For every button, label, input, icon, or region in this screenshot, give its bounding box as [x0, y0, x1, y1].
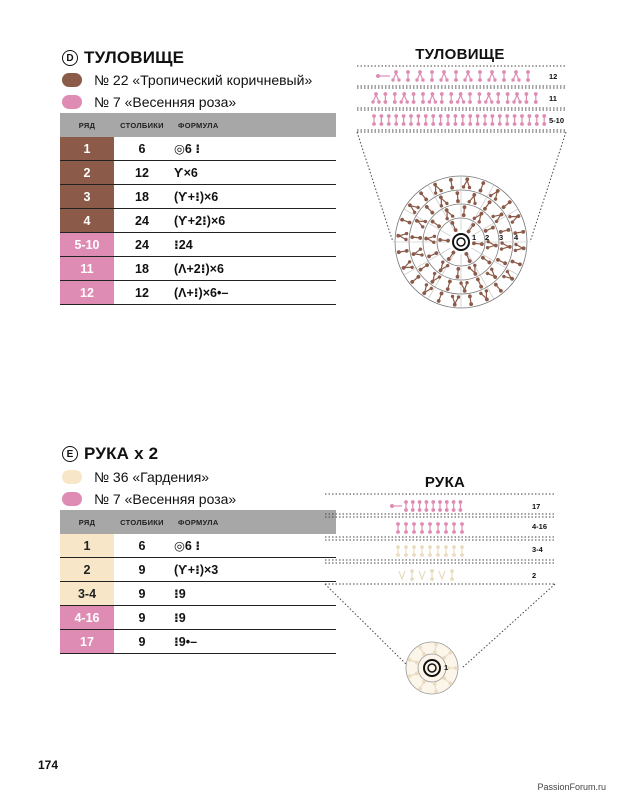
stitch-mark	[430, 577, 434, 581]
stitch-mark	[431, 508, 435, 512]
yarn-label: № 36 «Гардения»	[94, 469, 210, 485]
stitch-mark	[439, 571, 445, 579]
header-formula: ФОРМУЛА	[170, 113, 336, 137]
torso-diagram-title: ТУЛОВИЩЕ	[415, 46, 505, 63]
arm-title: РУКА х 2	[84, 444, 159, 463]
stitch-mark	[425, 508, 429, 512]
stitch-mark	[396, 522, 400, 526]
round-label: 11	[549, 94, 557, 103]
stitch-mark	[399, 571, 405, 579]
stitch-mark	[428, 530, 432, 534]
stitch-mark	[445, 508, 449, 512]
torso-title: ТУЛОВИЩЕ	[84, 48, 185, 67]
stitch-mark	[411, 508, 415, 512]
stitch-mark	[452, 545, 456, 549]
stitch-mark	[454, 666, 458, 670]
stitch-mark	[459, 508, 463, 512]
arm-diagram-title: РУКА	[424, 474, 466, 491]
stitch-mark	[390, 504, 394, 508]
row-number: 17	[60, 630, 114, 654]
formula: ⁝9	[170, 582, 336, 606]
stitch-count: 12	[114, 281, 170, 305]
stitch-mark	[452, 500, 456, 504]
stitch-mark	[428, 553, 432, 557]
row-number: 1	[60, 534, 114, 558]
row-number: 12	[60, 281, 114, 305]
stitch-mark	[420, 553, 424, 557]
stitch-count: 9	[114, 606, 170, 630]
stitch-mark	[460, 545, 464, 549]
formula: (Ƴ+2⁝)×6	[170, 209, 336, 233]
stitch-mark	[404, 508, 408, 512]
stitch-count: 24	[114, 209, 170, 233]
stitch-count: 12	[114, 161, 170, 185]
formula: Ƴ×6	[170, 161, 336, 185]
formula: (Ƴ+⁝)×3	[170, 558, 336, 582]
stitch-mark	[460, 530, 464, 534]
stitch-mark	[445, 500, 449, 504]
stitch-mark	[410, 569, 414, 573]
formula: ⁝9•–	[170, 630, 336, 654]
center-label: 1	[444, 663, 449, 672]
stitch-mark	[452, 508, 456, 512]
stitch-mark	[412, 545, 416, 549]
stitch-mark	[425, 500, 429, 504]
row-number: 1	[60, 137, 114, 161]
stitch-mark	[404, 522, 408, 526]
stitch-mark	[452, 530, 456, 534]
stitch-count: 9	[114, 630, 170, 654]
row-number: 3-4	[60, 582, 114, 606]
formula: ◎6 ⁝	[170, 534, 336, 558]
center-label: 3	[499, 233, 504, 242]
stitch-mark	[418, 508, 422, 512]
stitch-count: 6	[114, 534, 170, 558]
page-number: 174	[38, 758, 59, 772]
stitch-mark	[450, 569, 454, 573]
round-label: 5-10	[549, 116, 565, 125]
center-label: 1	[472, 233, 477, 242]
round-label: 2	[532, 571, 537, 580]
stitch-mark	[460, 553, 464, 557]
stitch-mark	[438, 500, 442, 504]
stitch-mark	[452, 553, 456, 557]
stitch-count: 18	[114, 185, 170, 209]
stitch-mark	[410, 577, 414, 581]
stitch-mark	[428, 522, 432, 526]
row-number: 5-10	[60, 233, 114, 257]
yarn-label: № 7 «Весенняя роза»	[94, 94, 237, 110]
formula: (Ʌ+⁝)×6•–	[170, 281, 336, 305]
round-label: 3-4	[532, 545, 543, 554]
stitch-mark	[420, 522, 424, 526]
header-row: РЯД	[60, 510, 114, 534]
stitch-mark	[436, 545, 440, 549]
stitch-mark	[460, 522, 464, 526]
row-number: 2	[60, 161, 114, 185]
stitch-count: 9	[114, 582, 170, 606]
section-badge-e: E	[62, 446, 78, 462]
stitch-mark	[436, 530, 440, 534]
stitch-mark	[396, 545, 400, 549]
stitch-mark	[418, 500, 422, 504]
formula: ⁝24	[170, 233, 336, 257]
stitch-mark	[404, 545, 408, 549]
stitch-mark	[420, 545, 424, 549]
stitch-mark	[450, 577, 454, 581]
center-label: 4	[514, 233, 519, 242]
yarn-label: № 7 «Весенняя роза»	[94, 491, 237, 507]
stitch-mark	[396, 530, 400, 534]
formula: (Ʌ+2⁝)×6	[170, 257, 336, 281]
row-number: 2	[60, 558, 114, 582]
header-stitches: СТОЛБИКИ	[114, 510, 170, 534]
header-formula: ФОРМУЛА	[170, 510, 336, 534]
stitch-mark	[396, 553, 400, 557]
row-number: 11	[60, 257, 114, 281]
header-stitches: СТОЛБИКИ	[114, 113, 170, 137]
stitch-mark	[404, 553, 408, 557]
stitch-mark	[436, 522, 440, 526]
stitch-mark	[436, 553, 440, 557]
stitch-mark	[412, 553, 416, 557]
formula: ⁝9	[170, 606, 336, 630]
yarn-label: № 22 «Тропический коричневый»	[94, 72, 313, 88]
stitch-mark	[431, 500, 435, 504]
section-badge-d: D	[62, 50, 78, 66]
stitch-mark	[404, 500, 408, 504]
stitch-mark	[444, 530, 448, 534]
stitch-mark	[412, 530, 416, 534]
watermark: PassionForum.ru	[537, 782, 606, 792]
stitch-mark	[411, 500, 415, 504]
stitch-count: 24	[114, 233, 170, 257]
stitch-mark	[452, 522, 456, 526]
stitch-mark	[438, 508, 442, 512]
round-label: 17	[532, 502, 541, 511]
stitch-mark	[444, 545, 448, 549]
stitch-mark	[430, 569, 434, 573]
header-row: РЯД	[60, 113, 114, 137]
stitch-mark	[412, 522, 416, 526]
round-label: 4-16	[532, 522, 548, 531]
row-number: 3	[60, 185, 114, 209]
stitch-mark	[404, 530, 408, 534]
stitch-mark	[444, 553, 448, 557]
stitch-count: 6	[114, 137, 170, 161]
stitch-count: 9	[114, 558, 170, 582]
stitch-mark	[459, 500, 463, 504]
formula: ◎6 ⁝	[170, 137, 336, 161]
stitch-count: 18	[114, 257, 170, 281]
stitch-mark	[428, 545, 432, 549]
center-label: 2	[485, 233, 490, 242]
arm-round-rows	[325, 494, 555, 668]
stitch-mark	[444, 522, 448, 526]
stitch-mark	[420, 530, 424, 534]
stitch-mark	[419, 571, 425, 579]
row-number: 4	[60, 209, 114, 233]
formula: (Ƴ+⁝)×6	[170, 185, 336, 209]
round-label: 12	[549, 72, 558, 81]
row-number: 4-16	[60, 606, 114, 630]
